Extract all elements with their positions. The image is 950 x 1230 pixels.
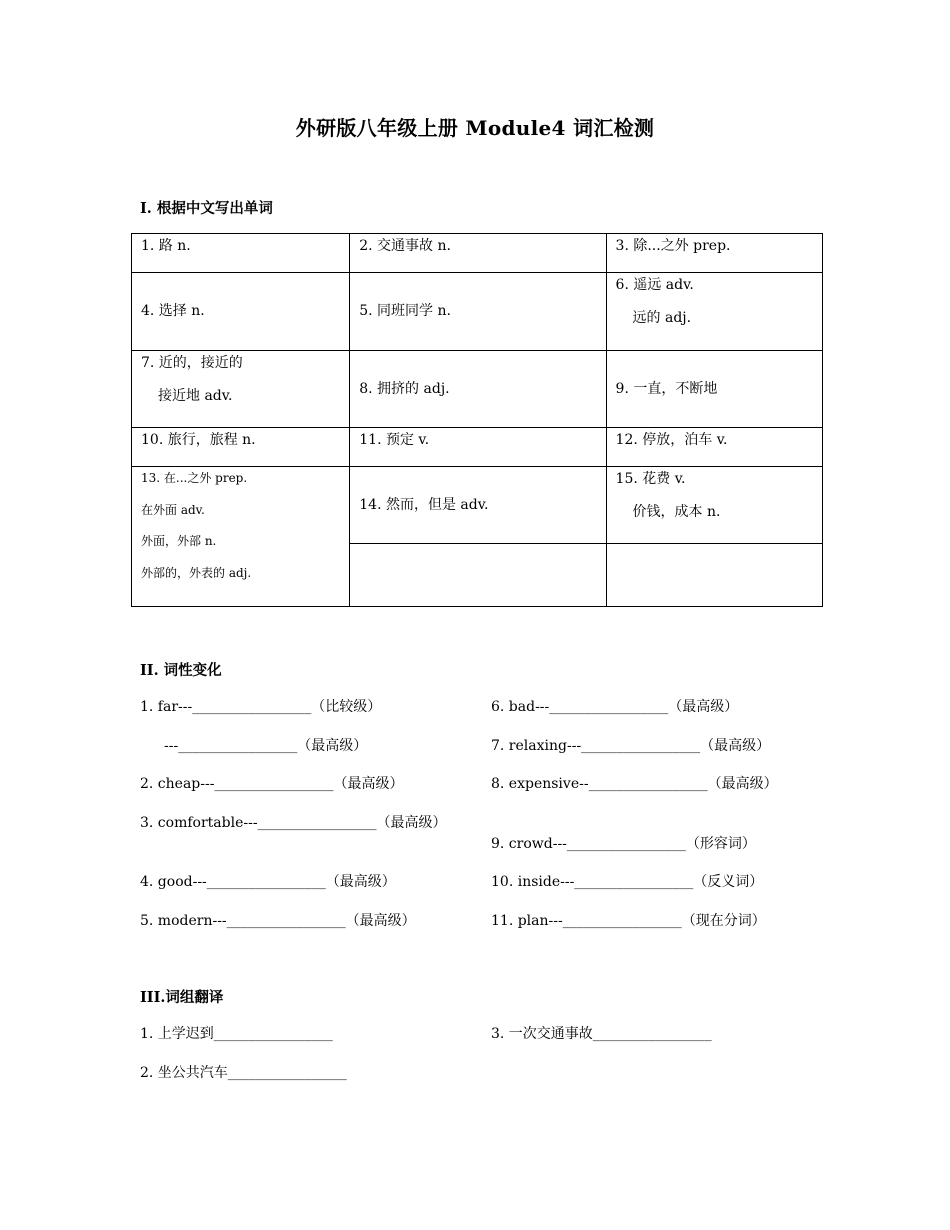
page-title: 外研版八年级上册 Module4 词汇检测 bbox=[295, 116, 655, 140]
table-cell: 4. 选择 n. bbox=[132, 273, 350, 351]
table-cell: 5. 同班同学 n. bbox=[350, 273, 606, 351]
table-cell: 11. 预定 v. bbox=[350, 428, 606, 467]
list-item: 1. 上学迟到_________________ bbox=[140, 1026, 333, 1042]
table-cell: 1. 路 n. bbox=[132, 234, 350, 273]
table-row bbox=[132, 467, 823, 544]
table-cell: 2. 交通事故 n. bbox=[350, 234, 606, 273]
table-cell bbox=[606, 544, 822, 607]
table-cell: 9. 一直，不断地 bbox=[606, 351, 822, 428]
list-item: 3. comfortable---_________________（最高级） bbox=[140, 815, 447, 831]
list-item: 2. 坐公共汽车_________________ bbox=[140, 1065, 347, 1081]
table-cell: 10. 旅行，旅程 n. bbox=[132, 428, 350, 467]
table-row bbox=[132, 234, 823, 273]
section-1-heading: I. 根据中文写出单词 bbox=[140, 200, 273, 217]
table-cell: 12. 停放，泊车 v. bbox=[606, 428, 822, 467]
table-cell: 13. 在...之外 prep. 在外面 adv. 外面，外部 n. 外部的，外表的 adj. bbox=[132, 467, 350, 607]
list-item: 5. modern---_________________（最高级） bbox=[140, 913, 416, 929]
list-item: 7. relaxing---_________________（最高级） bbox=[491, 738, 771, 754]
vocab-table bbox=[131, 233, 823, 607]
table-cell: 14. 然而，但是 adv. bbox=[350, 467, 606, 544]
list-item: 2. cheap---_________________（最高级） bbox=[140, 776, 404, 792]
table-cell: 7. 近的，接近的 接近地 adv. bbox=[132, 351, 350, 428]
table-cell: 3. 除...之外 prep. bbox=[606, 234, 822, 273]
section-3-heading: III.词组翻译 bbox=[140, 989, 224, 1006]
list-item: 8. expensive--_________________（最高级） bbox=[491, 776, 778, 792]
table-row bbox=[132, 351, 823, 428]
list-item: 10. inside---_________________（反义词） bbox=[491, 874, 764, 890]
list-item: 4. good---_________________（最高级） bbox=[140, 874, 396, 890]
section-2-heading: II. 词性变化 bbox=[140, 662, 222, 679]
table-row bbox=[132, 273, 823, 351]
list-item: 11. plan---_________________（现在分词） bbox=[491, 913, 766, 929]
table-cell: 15. 花费 v. 价钱，成本 n. bbox=[606, 467, 822, 544]
list-item: 6. bad---_________________（最高级） bbox=[491, 699, 739, 715]
list-item: 1. far---_________________（比较级） bbox=[140, 699, 382, 715]
table-cell: 6. 遥远 adv. 远的 adj. bbox=[606, 273, 822, 351]
table-cell: 8. 拥挤的 adj. bbox=[350, 351, 606, 428]
list-item: ---_________________（最高级） bbox=[164, 738, 368, 754]
table-row bbox=[132, 428, 823, 467]
list-item: 3. 一次交通事故_________________ bbox=[491, 1026, 712, 1042]
table-cell bbox=[350, 544, 606, 607]
list-item: 9. crowd---_________________（形容词） bbox=[491, 836, 756, 852]
